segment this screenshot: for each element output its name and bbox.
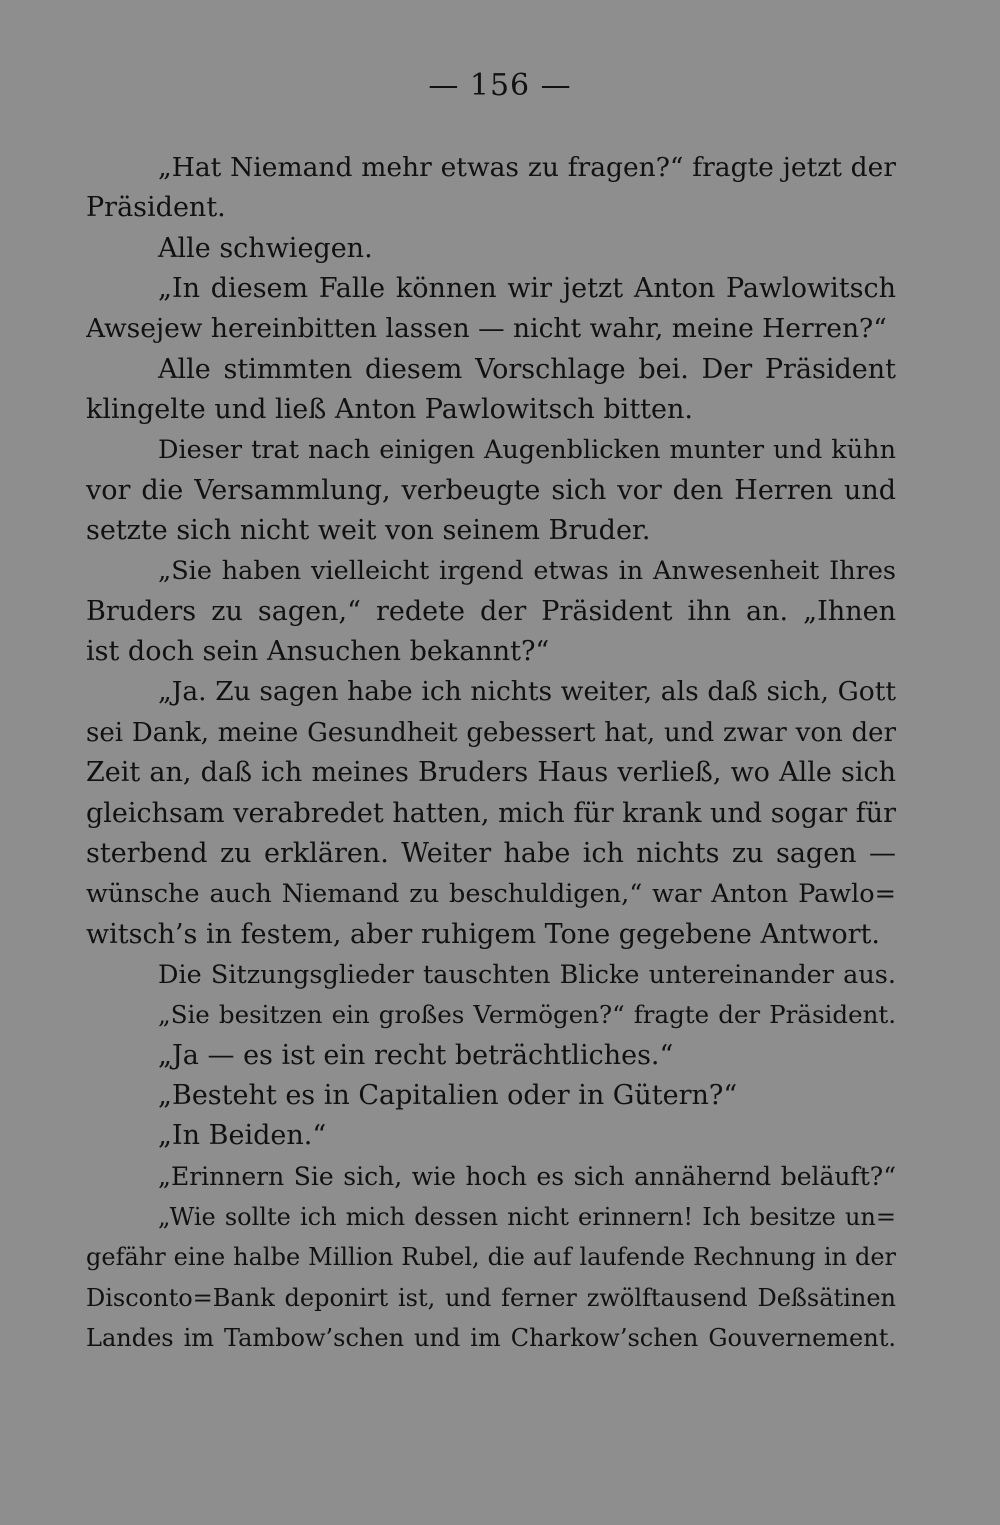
text-line: Landes im Tambow’schen und im Charkow’schen Gouvernement. [86,1323,896,1352]
text-line: „Ja — es ist ein recht beträchtliches.“ [158,1039,674,1071]
text-line: sei Dank, meine Gesundheit gebessert hat, und zwar von der [86,717,896,748]
text-line: Alle schwiegen. [158,232,373,264]
text-line: gefähr eine halbe Million Rubel, die auf laufende Rechnung in der [86,1243,896,1272]
text-line: vor die Versammlung, verbeugte sich vor den Herren und [86,474,896,506]
text-line: Disconto=Bank deponirt ist, und ferner zwölftausend Deßsätinen [86,1283,896,1312]
text-line: klingelte und ließ Anton Pawlowitsch bitten. [86,394,693,426]
text-line: Awsejew hereinbitten lassen — nicht wahr, meine Herren?“ [86,313,887,345]
text-line: „Hat Niemand mehr etwas zu fragen?“ fragte jetzt der [158,152,896,183]
page-number: — 156 — [428,68,572,103]
text-line: Dieser trat nach einigen Augenblicken munter und kühn [158,435,896,466]
text-line: gleichsam verabredet hatten, mich für krank und sogar für [86,797,896,829]
text-line: ist doch sein Ansuchen bekannt?“ [86,636,550,668]
text-line: Die Sitzungsglieder tauschten Blicke untereinander aus. [158,959,896,990]
text-line: „Sie besitzen ein großes Vermögen?“ fragte der Präsident. [158,1000,896,1030]
text-line: setzte sich nicht weit von seinem Bruder. [86,515,651,547]
text-line: Präsident. [86,192,226,224]
text-line: „Sie haben vielleicht irgend etwas in Anwesenheit Ihres [158,556,896,587]
text-line: „Wie sollte ich mich dessen nicht erinnern! Ich besitze un= [158,1202,896,1231]
text-line: sterbend zu erklären. Weiter habe ich nichts zu sagen — [86,837,896,869]
body-text [86,148,896,1358]
text-line: „In Beiden.“ [158,1120,327,1152]
text-line: „In diesem Falle können wir jetzt Anton Pawlowitsch [158,273,896,305]
text-line: „Besteht es in Capitalien oder in Gütern?“ [158,1079,738,1111]
text-line: Alle stimmten diesem Vorschlage bei. Der Präsident [158,353,896,385]
text-line: Bruders zu sagen,“ redete der Präsident ihn an. „Ihnen [86,595,896,627]
text-line: witsch’s in festem, aber ruhigem Tone gegebene Antwort. [86,918,880,950]
text-line: wünsche auch Niemand zu beschuldigen,“ war Anton Pawlo= [86,879,896,910]
text-line: „Ja. Zu sagen habe ich nichts weiter, als daß sich, Gott [158,676,896,708]
text-line: Zeit an, daß ich meines Bruders Haus verließ, wo Alle sich [86,757,896,789]
text-line: „Erinnern Sie sich, wie hoch es sich annähernd beläuft?“ [158,1161,896,1191]
